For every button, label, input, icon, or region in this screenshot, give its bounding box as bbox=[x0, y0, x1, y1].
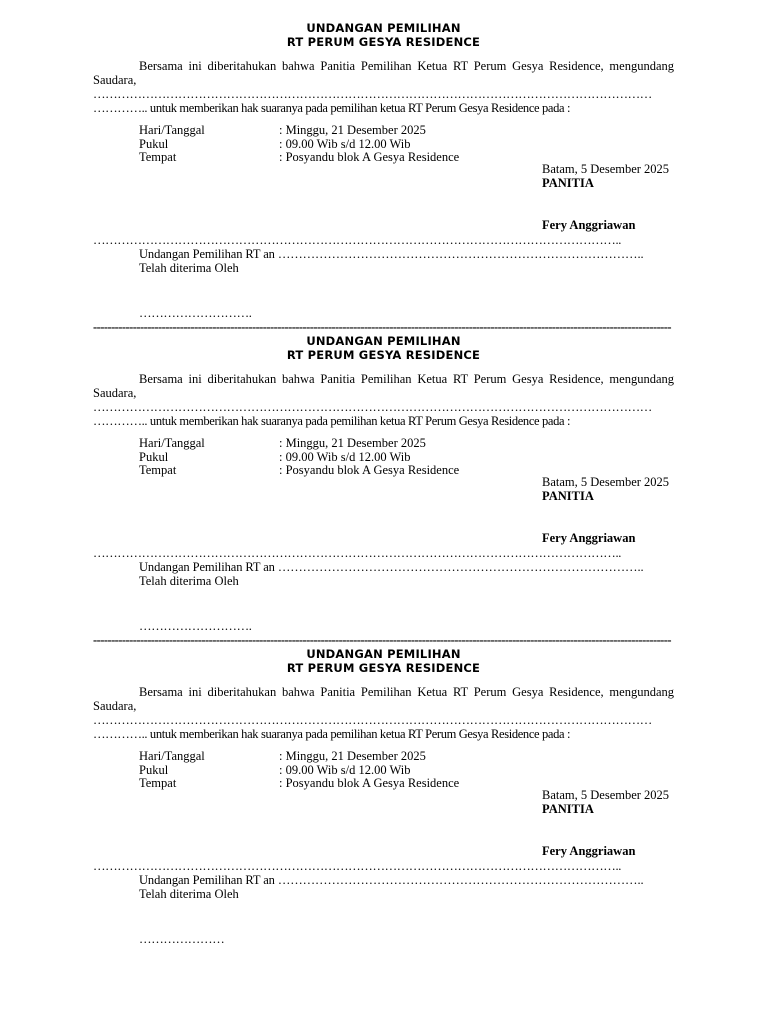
invitation-subtitle: RT PERUM GESYA RESIDENCE bbox=[286, 661, 481, 675]
detail-label: Pukul bbox=[139, 136, 169, 151]
signer-name: Fery Anggriawan bbox=[542, 844, 636, 858]
detail-label: Tempat bbox=[139, 776, 177, 790]
place-date: Batam, 5 Desember 2025 bbox=[542, 162, 670, 176]
detail-value: : Minggu, 21 Desember 2025 bbox=[279, 749, 426, 763]
name-fill-line: ………………………………………………………………………………………………………………………… bbox=[93, 400, 652, 414]
receipt-line: Undangan Pemilihan RT an …………………………………………………………………………….. bbox=[139, 873, 644, 887]
name-fill-line: ………………………………………………………………………………………………………………………… bbox=[93, 87, 652, 101]
invitation-block-2 bbox=[93, 333, 674, 646]
received-by: Telah diterima Oleh bbox=[139, 887, 239, 901]
invitation-purpose: ………….. untuk memberikan hak suaranya pada pemilihan ketua RT Perum Gesya Residence pada : bbox=[93, 414, 571, 428]
invitation-intro: Bersama ini diberitahukan bahwa Panitia Pemilihan Ketua RT Perum Gesya Residence, mengundang Saudara, bbox=[93, 372, 674, 400]
detail-value: : 09.00 Wib s/d 12.00 Wib bbox=[279, 136, 411, 151]
name-fill-line: ………………………………………………………………………………………………………………………… bbox=[93, 713, 652, 727]
detail-value: : Posyandu blok A Gesya Residence bbox=[279, 776, 460, 790]
event-details bbox=[139, 437, 674, 478]
detail-label: Tempat bbox=[139, 150, 177, 164]
invitation-title: UNDANGAN PEMILIHAN bbox=[306, 21, 461, 35]
receipt-signature-line: ………………………. bbox=[139, 619, 252, 633]
detail-value: : Posyandu blok A Gesya Residence bbox=[279, 463, 460, 477]
committee-label: PANITIA bbox=[542, 802, 594, 816]
detail-value: : Minggu, 21 Desember 2025 bbox=[279, 436, 426, 450]
invitation-purpose: ………….. untuk memberikan hak suaranya pada pemilihan ketua RT Perum Gesya Residence pada : bbox=[93, 101, 571, 115]
detail-row-time bbox=[139, 138, 674, 152]
detail-value: : Minggu, 21 Desember 2025 bbox=[279, 123, 426, 137]
place-date: Batam, 5 Desember 2025 bbox=[542, 788, 670, 802]
committee-label: PANITIA bbox=[542, 176, 594, 190]
signer-name: Fery Anggriawan bbox=[542, 531, 636, 545]
event-details bbox=[139, 124, 674, 165]
receipt-line: Undangan Pemilihan RT an …………………………………………………………………………….. bbox=[139, 560, 644, 574]
received-by: Telah diterima Oleh bbox=[139, 261, 239, 275]
separator-line: ---------------------------------------------------------------------------------------------------------------------------------------------------------------- bbox=[93, 320, 672, 334]
detail-value: : 09.00 Wib s/d 12.00 Wib bbox=[279, 762, 411, 777]
detail-label: Hari/Tanggal bbox=[139, 123, 205, 137]
detail-value: : 09.00 Wib s/d 12.00 Wib bbox=[279, 449, 411, 464]
invitation-intro: Bersama ini diberitahukan bahwa Panitia Pemilihan Ketua RT Perum Gesya Residence, mengundang Saudara, bbox=[93, 59, 674, 87]
cut-line: ………………………………………………………………………………………………………………….. bbox=[93, 859, 622, 873]
detail-row-date bbox=[139, 124, 674, 138]
invitation-block-1 bbox=[93, 20, 674, 333]
signer-name: Fery Anggriawan bbox=[542, 218, 636, 232]
event-details bbox=[139, 750, 674, 791]
detail-row-time bbox=[139, 451, 674, 465]
invitation-subtitle: RT PERUM GESYA RESIDENCE bbox=[286, 35, 481, 49]
receipt-signature-line: ………………… bbox=[139, 932, 225, 946]
detail-row-time bbox=[139, 764, 674, 778]
detail-row-date bbox=[139, 437, 674, 451]
separator-line: ---------------------------------------------------------------------------------------------------------------------------------------------------------------- bbox=[93, 633, 672, 647]
detail-value: : Posyandu blok A Gesya Residence bbox=[279, 150, 460, 164]
committee-label: PANITIA bbox=[542, 489, 594, 503]
received-by: Telah diterima Oleh bbox=[139, 574, 239, 588]
detail-row-date bbox=[139, 750, 674, 764]
cut-line: ………………………………………………………………………………………………………………….. bbox=[93, 233, 622, 247]
invitation-purpose: ………….. untuk memberikan hak suaranya pada pemilihan ketua RT Perum Gesya Residence pada : bbox=[93, 727, 571, 741]
detail-label: Tempat bbox=[139, 463, 177, 477]
detail-label: Hari/Tanggal bbox=[139, 749, 205, 763]
invitation-subtitle: RT PERUM GESYA RESIDENCE bbox=[286, 348, 481, 362]
receipt-signature-line: ………………………. bbox=[139, 306, 252, 320]
receipt-line: Undangan Pemilihan RT an …………………………………………………………………………….. bbox=[139, 247, 644, 261]
invitation-title: UNDANGAN PEMILIHAN bbox=[306, 647, 461, 661]
invitation-title: UNDANGAN PEMILIHAN bbox=[306, 334, 461, 348]
detail-label: Pukul bbox=[139, 449, 169, 464]
place-date: Batam, 5 Desember 2025 bbox=[542, 475, 670, 489]
detail-label: Hari/Tanggal bbox=[139, 436, 205, 450]
document-page bbox=[93, 20, 674, 959]
detail-label: Pukul bbox=[139, 762, 169, 777]
invitation-intro: Bersama ini diberitahukan bahwa Panitia Pemilihan Ketua RT Perum Gesya Residence, mengundang Saudara, bbox=[93, 685, 674, 713]
cut-line: ………………………………………………………………………………………………………………….. bbox=[93, 546, 622, 560]
invitation-block-3 bbox=[93, 646, 674, 959]
